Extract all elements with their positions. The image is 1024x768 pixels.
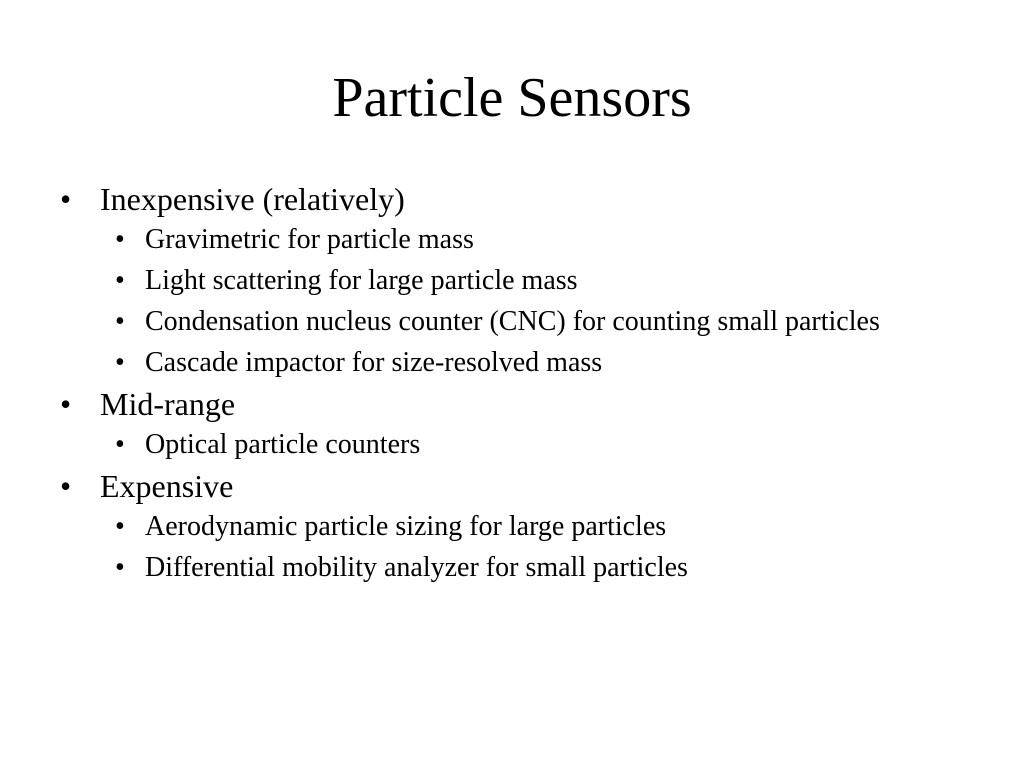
bullet-level1: [60, 385, 960, 423]
bullet-level1: [60, 180, 960, 218]
bullet-dot-icon: •: [60, 468, 72, 504]
bullet-level2: [60, 511, 960, 543]
bullet-dot-icon: •: [115, 306, 125, 337]
bullet-text: Gravimetric for particle mass: [145, 224, 474, 255]
bullet-text: Differential mobility analyzer for small particles: [145, 552, 688, 583]
bullet-text: Mid-range: [100, 386, 236, 422]
bullet-text: Cascade impactor for size-resolved mass: [145, 347, 603, 378]
bullet-level2: [60, 429, 960, 461]
bullet-dot-icon: •: [115, 347, 125, 378]
slide-body: [60, 180, 960, 584]
bullet-text: Condensation nucleus counter (CNC) for counting small particles: [145, 306, 880, 337]
bullet-level2: [60, 347, 960, 379]
bullet-dot-icon: •: [60, 181, 72, 217]
bullet-text: Optical particle counters: [145, 429, 421, 460]
bullet-text: Aerodynamic particle sizing for large particles: [145, 511, 667, 542]
bullet-level2: [60, 306, 960, 338]
bullet-dot-icon: •: [60, 386, 72, 422]
bullet-level1: [60, 467, 960, 505]
bullet-dot-icon: •: [115, 552, 125, 583]
bullet-dot-icon: •: [115, 511, 125, 542]
bullet-dot-icon: •: [115, 429, 125, 460]
bullet-dot-icon: •: [115, 224, 125, 255]
bullet-dot-icon: •: [115, 265, 125, 296]
bullet-level2: [60, 224, 960, 256]
bullet-text: Inexpensive (relatively): [100, 181, 405, 217]
slide-title: Particle Sensors: [332, 67, 692, 129]
bullet-text: Expensive: [100, 468, 234, 504]
bullet-text: Light scattering for large particle mass: [145, 265, 578, 296]
bullet-level2: [60, 265, 960, 297]
bullet-level2: [60, 552, 960, 584]
